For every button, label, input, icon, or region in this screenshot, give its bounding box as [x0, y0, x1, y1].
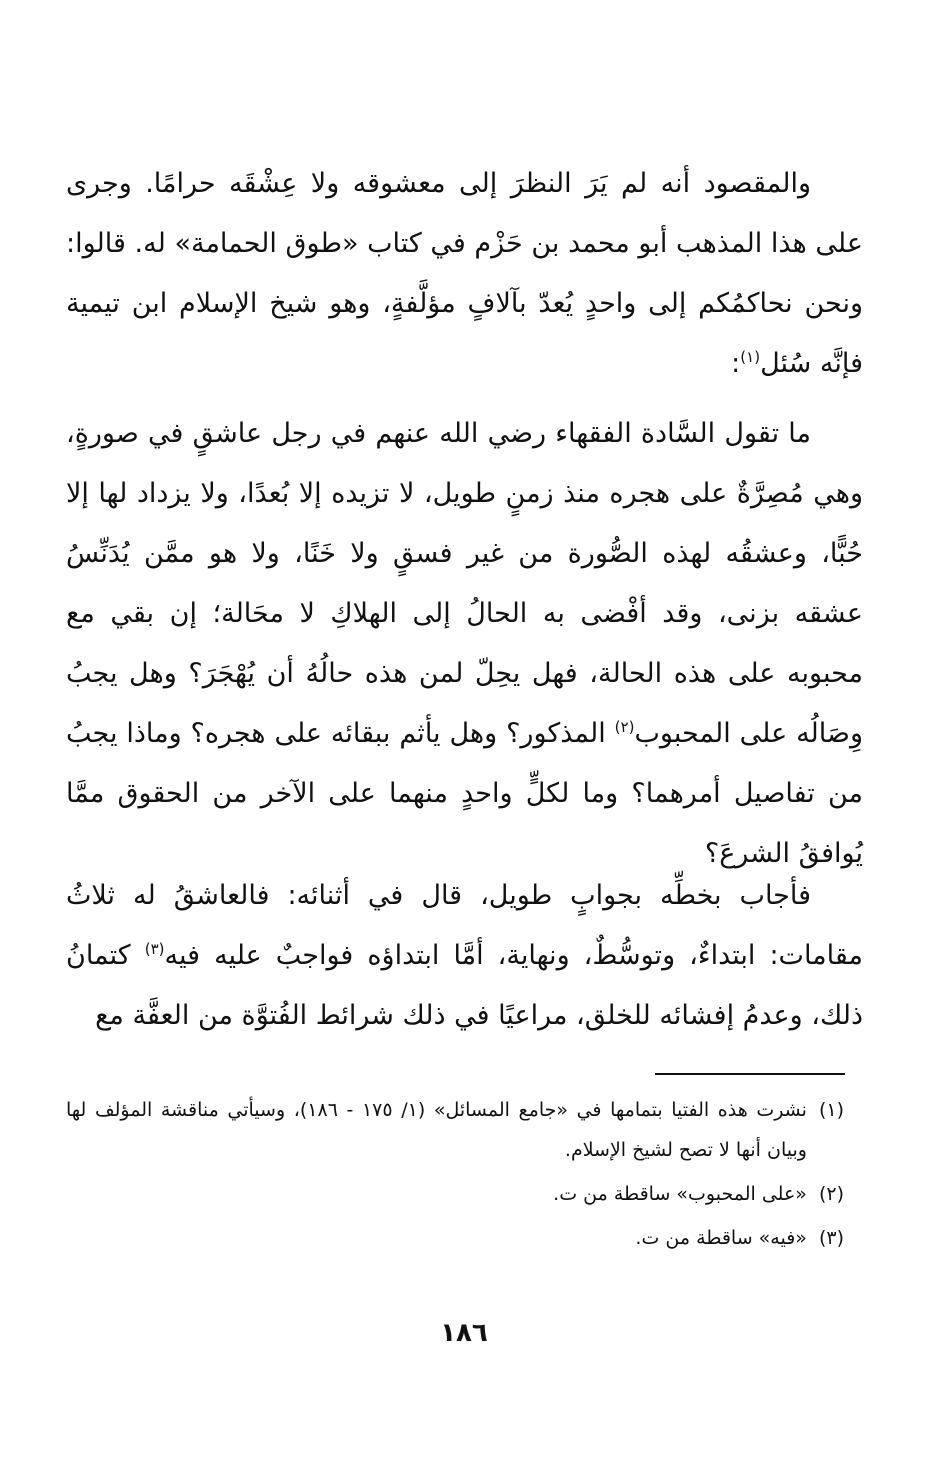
footnote-number: (٢)	[818, 1183, 844, 1205]
footnote-text: «فيه» ساقطة من ت.	[635, 1227, 807, 1249]
footnote-ref-2: (٢)	[614, 718, 635, 736]
page-number: ١٨٦	[440, 1318, 488, 1348]
footnote-number: (٣)	[818, 1227, 844, 1249]
paragraph-2-text-b: المذكور؟ وهل يأثم ببقائه على هجره؟ وماذا يجبُ من تفاصيل أمرهما؟ وما لكلٍّ واحدٍ منهما على الآخر من الحقوق ممَّا يُوافقُ الشرعَ؟	[66, 718, 863, 869]
footnote-number: (١)	[818, 1099, 844, 1121]
footnote-ref-1: (١)	[740, 348, 761, 366]
footnotes-list	[66, 1090, 844, 1262]
paragraph-3-text-b: كتمانُ ذلك، وعدمُ إفشائه للخلق، مراعيًا في ذلك شرائط الفُتوَّة من العفَّة مع	[66, 940, 863, 1031]
paragraph-2-text-a: ما تقول السَّادة الفقهاء رضي الله عنهم في رجل عاشقٍ في صورةٍ، وهي مُصِرَّةٌ على هجره منذ زمنٍ طويل، لا تزيده إلا بُعدًا، ولا يزداد لها إلا حُبًّا، وعشقُه لهذه الصُّورة من غير فسقٍ ولا خَنًا، ولا هو ممَّن يُدَنِّسُ عشقه بزنى، وقد أفْضى به الحالُ إلى الهلاكِ لا محَالة؛ إن بقي مع محبوبه على هذه الحالة، فهل يحِلّ لمن هذه حالُهُ أن يُهْجَرَ؟ وهل يجبُ وِصَالُه على المحبوب	[66, 418, 863, 749]
footnote-3	[66, 1218, 844, 1258]
paragraph-1	[66, 154, 863, 394]
paragraph-3	[66, 866, 863, 1046]
footnote-1	[66, 1090, 844, 1170]
footnote-ref-3: (٣)	[144, 940, 165, 958]
footnote-separator	[655, 1073, 845, 1075]
footnote-text: نشرت هذه الفتيا بتمامها في «جامع المسائل» (١/ ١٧٥ - ١٨٦)، وسيأتي مناقشة المؤلف لها وبيان أنها لا تصح لشيخ الإسلام.	[66, 1099, 807, 1161]
footnote-text: «على المحبوب» ساقطة من ت.	[553, 1183, 807, 1205]
paragraph-1-text: والمقصود أنه لم يَرَ النظرَ إلى معشوقه ولا عِشْقَه حرامًا. وجرى على هذا المذهب أبو محمد بن حَزْم في كتاب «طوق الحمامة» له. قالوا: ونحن نحاكمُكم إلى واحدٍ يُعدّ بآلافٍ مؤلَّفةٍ، وهو شيخ الإسلام ابن تيمية فإنَّه سُئل	[66, 168, 863, 379]
paragraph-2	[66, 404, 863, 884]
paragraph-3-text-a: فأجاب بخطِّه بجوابٍ طويل، قال في أثنائه: فالعاشقُ له ثلاثُ مقامات: ابتداءٌ، وتوسُّطٌ، ونهاية، أمَّا ابتداؤه فواجبٌ عليه فيه	[66, 880, 863, 971]
footnote-2	[66, 1174, 844, 1214]
paragraph-1-colon: :	[731, 348, 741, 379]
